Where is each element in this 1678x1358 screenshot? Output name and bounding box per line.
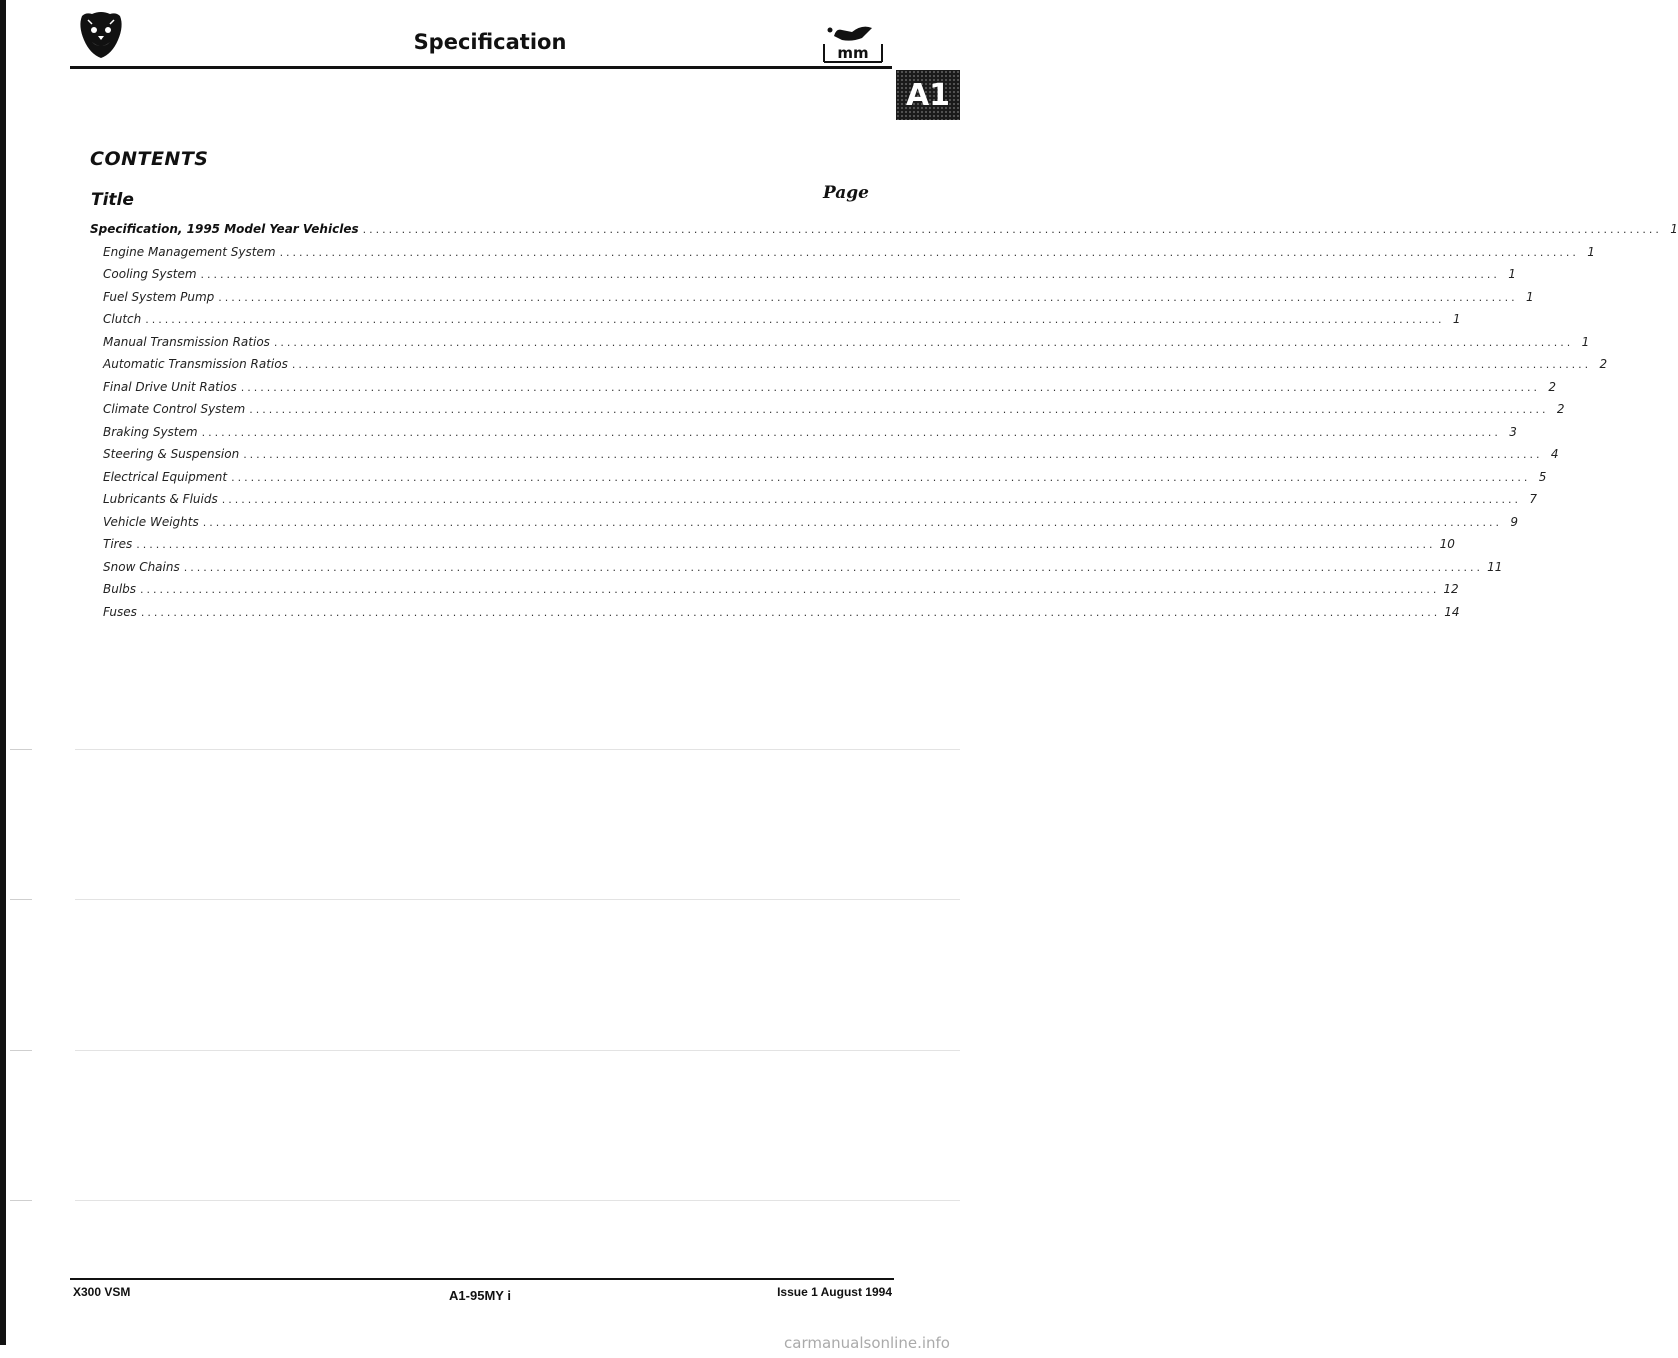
toc-entry-title: Bulbs [103,582,137,596]
toc-dot-leader: ........................................................................................................................................................................................................ [201,425,1501,439]
header-rule [70,66,892,69]
toc-entry-title: Lubricants & Fluids [103,492,218,506]
jaguar-head-logo-icon [78,10,124,60]
toc-entry-page: 5 [1538,469,1547,484]
toc-entry-page: 1 [1452,312,1461,326]
toc-dot-leader: ........................................................................................................................................................................................................ [140,583,1440,596]
title-column-heading: Title [91,190,134,210]
toc-dot-leader: ........................................................................................................................................................................................................ [221,493,1522,506]
page-binding-edge [0,0,6,1345]
toc-entry-title: Cooling System [103,267,197,281]
toc-entry-title: Fuses [103,604,137,619]
toc-dot-leader: ........................................................................................................................................................................................................ [279,245,1579,259]
toc-dot-leader: ........................................................................................................................................................................................................ [200,268,1500,281]
margin-tick [10,899,32,900]
toc-entry-title: Engine Management System [103,244,276,259]
contents-heading: CONTENTS [90,148,209,170]
toc-entry-page: 1 [1508,267,1516,281]
divider-line [75,749,960,750]
footer-manual-id: X300 VSM [73,1285,131,1299]
toc-entry-title: Automatic Transmission Ratios [103,357,288,371]
toc-entry [90,492,1538,515]
toc-entry-page: 10 [1439,537,1455,551]
toc-entry [90,222,1678,245]
toc-entry-title: Electrical Equipment [103,469,228,484]
footer-page-number: A1-95MY i [449,1288,511,1303]
toc-entry-page: 3 [1509,424,1517,439]
toc-dot-leader: ........................................................................................................................................................................................................ [249,403,1549,416]
toc-entry [90,559,1503,583]
section-tab-label: A1 [905,77,951,113]
toc-dot-leader: ........................................................................................................................................................................................................ [291,358,1592,371]
page-column-heading: Page [822,183,869,203]
toc-entry-title: Clutch [103,312,142,326]
toc-entry-title: Fuel System Pump [103,289,215,304]
toc-dot-leader: ........................................................................................................................................................................................................ [240,380,1541,394]
toc-entry [90,604,1460,628]
toc-entry [90,402,1565,425]
toc-entry [90,334,1590,358]
divider-line [75,1200,960,1201]
toc-entry-page: 11 [1487,559,1503,574]
toc-entry-title: Tires [103,537,133,551]
toc-entry [90,469,1547,493]
oil-can-mm-icon [822,18,884,64]
toc-entry [90,312,1461,335]
toc-entry [90,582,1459,605]
toc-entry-title: Manual Transmission Ratios [103,334,270,349]
toc-entry-page: 2 [1599,357,1608,371]
toc-dot-leader: ........................................................................................................................................................................................................ [145,313,1445,326]
toc-dot-leader: ........................................................................................................................................................................................................ [243,448,1543,461]
margin-tick [10,1050,32,1051]
watermark: carmanualsonline.info [784,1334,950,1352]
toc-entry-title: Steering & Suspension [103,447,240,461]
toc-entry-page: 4 [1550,447,1559,461]
toc-entry-page: 7 [1529,492,1538,506]
divider-line [75,899,960,900]
divider-line [75,1050,960,1051]
toc-entry [90,537,1455,560]
toc-dot-leader: ........................................................................................................................................................................................................ [140,605,1441,619]
toc-dot-leader: ........................................................................................................................................................................................................ [202,515,1503,529]
toc-dot-leader: ........................................................................................................................................................................................................ [183,560,1484,574]
toc-entry-title: Climate Control System [103,402,246,416]
toc-entry [90,267,1516,290]
toc-entry-title: Specification, 1995 Model Year Vehicles [90,222,359,236]
toc-entry [90,447,1559,470]
toc-entry [90,514,1519,538]
footer-issue-date: Issue 1 August 1994 [777,1285,892,1299]
margin-tick [10,749,32,750]
toc-entry-page: 1 [1525,289,1534,304]
toc-entry-page: 1 [1587,244,1595,259]
toc-entry-title: Vehicle Weights [103,514,199,529]
toc-dot-leader: ........................................................................................................................................................................................................ [231,470,1531,484]
toc-entry-page: 12 [1443,582,1459,596]
toc-entry-title: Final Drive Unit Ratios [103,379,237,394]
toc-entry-page: 2 [1556,402,1565,416]
toc-entry [90,424,1517,448]
table-of-contents [90,222,1678,627]
toc-entry-page: 1 [1581,334,1590,349]
toc-entry-page: 9 [1510,514,1519,529]
toc-dot-leader: ........................................................................................................................................................................................................ [273,335,1574,349]
toc-entry-page: 14 [1444,604,1460,619]
toc-dot-leader: ........................................................................................................................................................................................................ [362,223,1662,236]
margin-tick [10,1200,32,1201]
section-tab [896,70,960,120]
toc-entry [90,244,1595,268]
page-title: Specification [413,30,567,54]
toc-entry-title: Braking System [103,424,198,439]
toc-entry [90,289,1534,313]
toc-dot-leader: ........................................................................................................................................................................................................ [218,290,1518,304]
toc-entry [90,379,1557,403]
footer-rule [70,1278,894,1280]
toc-entry-title: Snow Chains [103,559,180,574]
toc-entry [90,357,1608,380]
toc-entry-page: 1 [1670,222,1678,236]
tool-icon-label: mm [837,44,869,62]
toc-entry-page: 2 [1548,379,1557,394]
toc-dot-leader: ........................................................................................................................................................................................................ [136,538,1436,551]
